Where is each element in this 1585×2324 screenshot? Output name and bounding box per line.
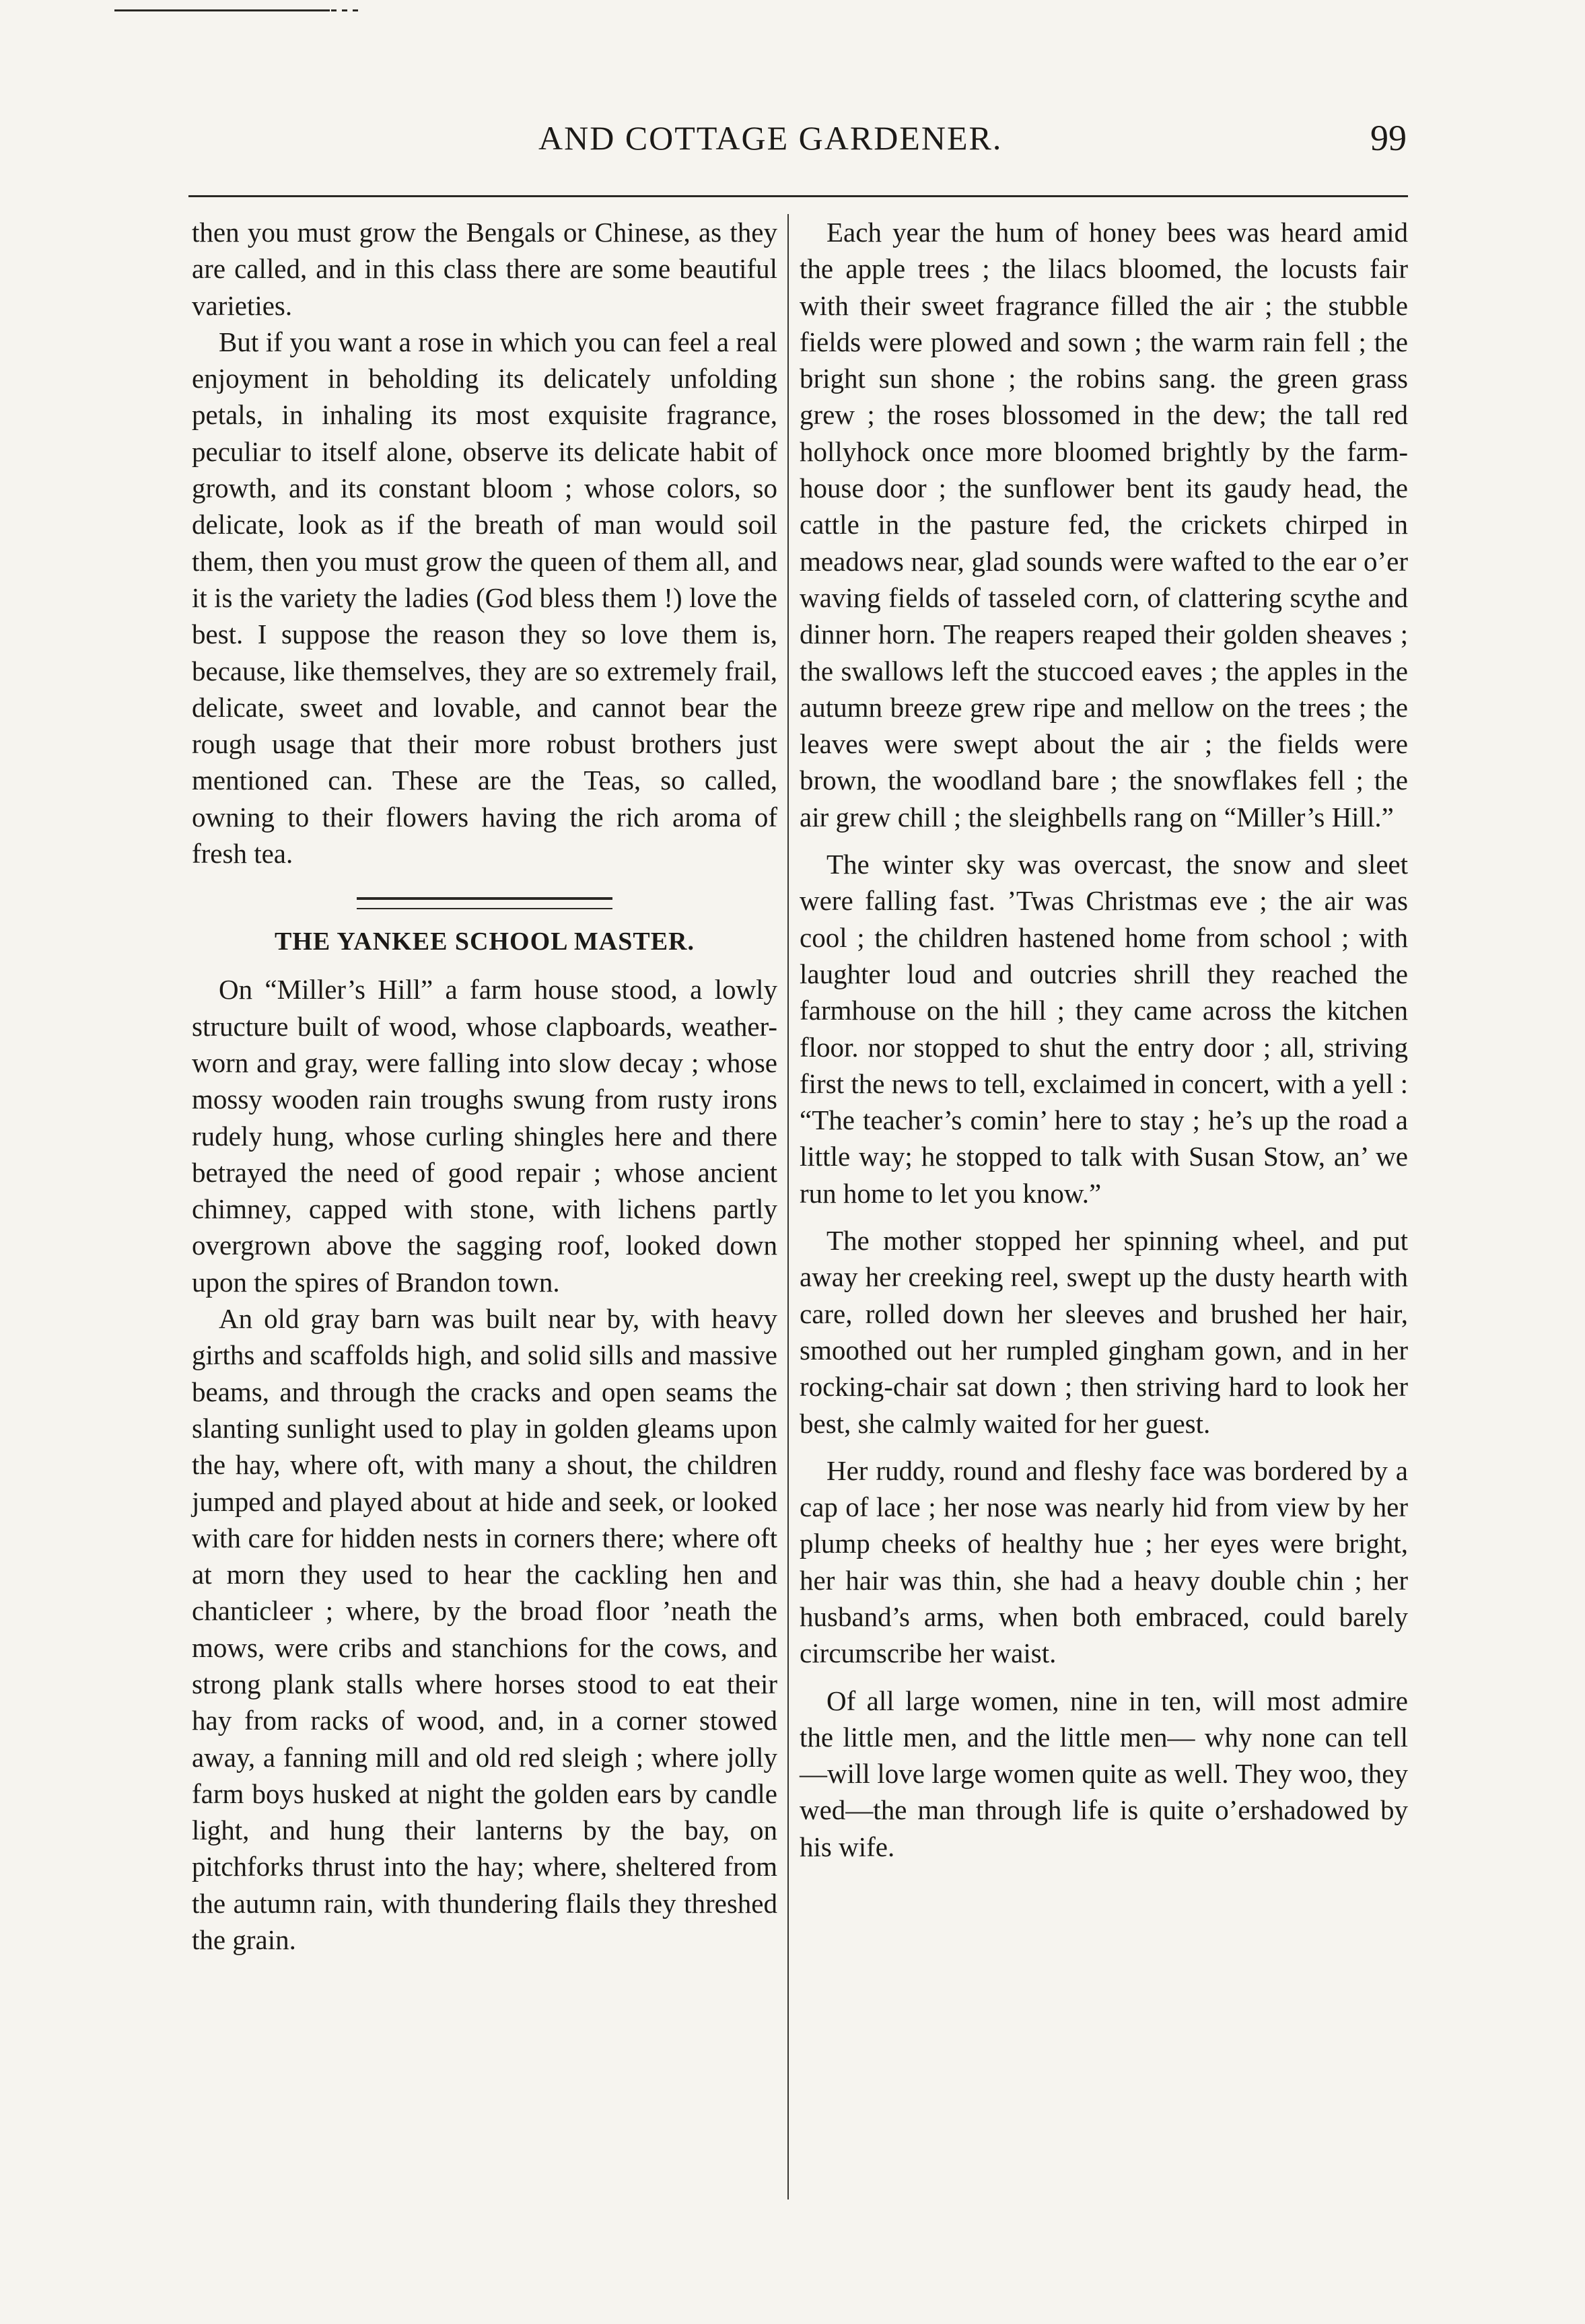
column-divider xyxy=(787,214,789,2199)
paragraph: then you must grow the Bengals or Chinese, as they are called, and in this class there are some beautiful varieties. xyxy=(192,217,777,321)
paragraph: The winter sky was overcast, the snow and sleet were falling fast. ’Twas Christmas eve ; the air was cool ; the children hastened home from school ; with laughter loud and outcries shrill they reached the farmhouse on the hill ; they came across the kitchen floor. nor stopped to shut the entry door ; all, striving first the news to tell, exclaimed in concert, with a yell : “The teacher’s comin’ here to stay ; he’s up the road a little way; he stopped to talk with Susan Stow, an’ we run home to let you know.” xyxy=(800,849,1408,1209)
paragraph: Each year the hum of honey bees was heard amid the apple trees ; the lilacs bloomed, the locusts fair with their sweet fragrance filled the air ; the stubble fields were plowed and sown ; the warm rain fell ; the bright sun shone ; the robins sang. the green grass grew ; the roses blossomed in the dew; the tall red hollyhock once more bloomed brightly by the farm-house door ; the sunflower bent its gaudy head, the cattle in the pasture fed, the crickets chirped in meadows near, glad sounds were wafted to the ear o’er waving fields of tasseled corn, of clattering scythe and dinner horn. The reapers reaped their golden sheaves ; the swallows left the stuccoed eaves ; the apples in the autumn breeze grew ripe and mellow on the trees ; the leaves were swept about the air ; the fields were brown, the woodland bare ; the snowflakes fell ; the air grew chill ; the sleighbells rang on “Miller’s Hill.” xyxy=(800,217,1408,833)
left-column xyxy=(192,214,777,1958)
paragraph: Of all large women, nine in ten, will most admire the little men, and the little men— why none can tell—will love large women quite as well. They woo, they wed—the man through life is quite o’ershadowed by his wife. xyxy=(800,1685,1408,1862)
section-title: THE YANKEE SCHOOL MASTER. xyxy=(274,927,695,956)
paragraph: Her ruddy, round and fleshy face was bordered by a cap of lace ; her nose was nearly hid from view by her plump cheeks of healthy hue ; her eyes were bright, her hair was thin, she had a heavy double chin ; her husband’s arms, when both embraced, could barely circumscribe her waist. xyxy=(800,1454,1408,1669)
running-head: AND COTTAGE GARDENER. xyxy=(538,119,1003,157)
section-divider xyxy=(357,897,612,909)
paragraph: The mother stopped her spinning wheel, and put away her creeking reel, swept up the dusty hearth with care, rolled down her sleeves and brushed her hair, smoothed out her rumpled gingham gown, and in her rocking-chair sat down ; then striving hard to look her best, she calmly waited for her guest. xyxy=(800,1225,1408,1439)
header-rule xyxy=(188,195,1408,197)
paragraph: On “Miller’s Hill” a farm house stood, a lowly structure built of wood, whose clapboards, weather-worn and gray, were falling into slow decay ; whose mossy wooden rain troughs swung from rusty irons rudely hung, whose curling shingles here and there betrayed the need of good repair ; whose ancient chimney, capped with stone, with lichens partly overgrown above the sagging roof, looked down upon the spires of Brandon town. xyxy=(192,974,777,1298)
top-border-dash xyxy=(331,9,358,11)
paragraph: An old gray barn was built near by, with heavy girths and scaffolds high, and solid sills and massive beams, and through the cracks and open seams the slanting sunlight used to play in golden gleams upon the hay, where oft, with many a shout, the children jumped and played about at hide and seek, or looked with care for hidden nests in corners there; where oft at morn they used to hear the cackling hen and chanticleer ; where, by the broad floor ’neath the mows, were cribs and stanchions for the cows, and strong plank stalls where horses stood to eat their hay from racks of wood, and, in a corner stowed away, a fanning mill and old red sleigh ; where jolly farm boys husked at night the golden ears by candle light, and hung their lanterns by the bay, on pitchforks thrust into the hay; where, sheltered from the autumn rain, with thundering flails they threshed the grain. xyxy=(192,1303,777,1956)
page-header xyxy=(188,108,1407,168)
page-number: 99 xyxy=(1370,118,1407,158)
right-column xyxy=(800,214,1408,1865)
top-border-rule xyxy=(114,9,330,11)
paragraph: But if you want a rose in which you can feel a real enjoyment in beholding its delicately unfolding petals, in inhaling its most exquisite fragrance, peculiar to itself alone, observe its delicate habit of growth, and its constant bloom ; whose colors, so delicate, look as if the breath of man would soil them, then you must grow the queen of them all, and it is the variety the ladies (God bless them !) love the best. I suppose the reason they so love them is, because, like themselves, they are so extremely frail, delicate, sweet and lovable, and cannot bear the rough usage that their more robust brothers just mentioned can. These are the Teas, so called, owning to their flowers having the rich aroma of fresh tea. xyxy=(192,326,777,870)
